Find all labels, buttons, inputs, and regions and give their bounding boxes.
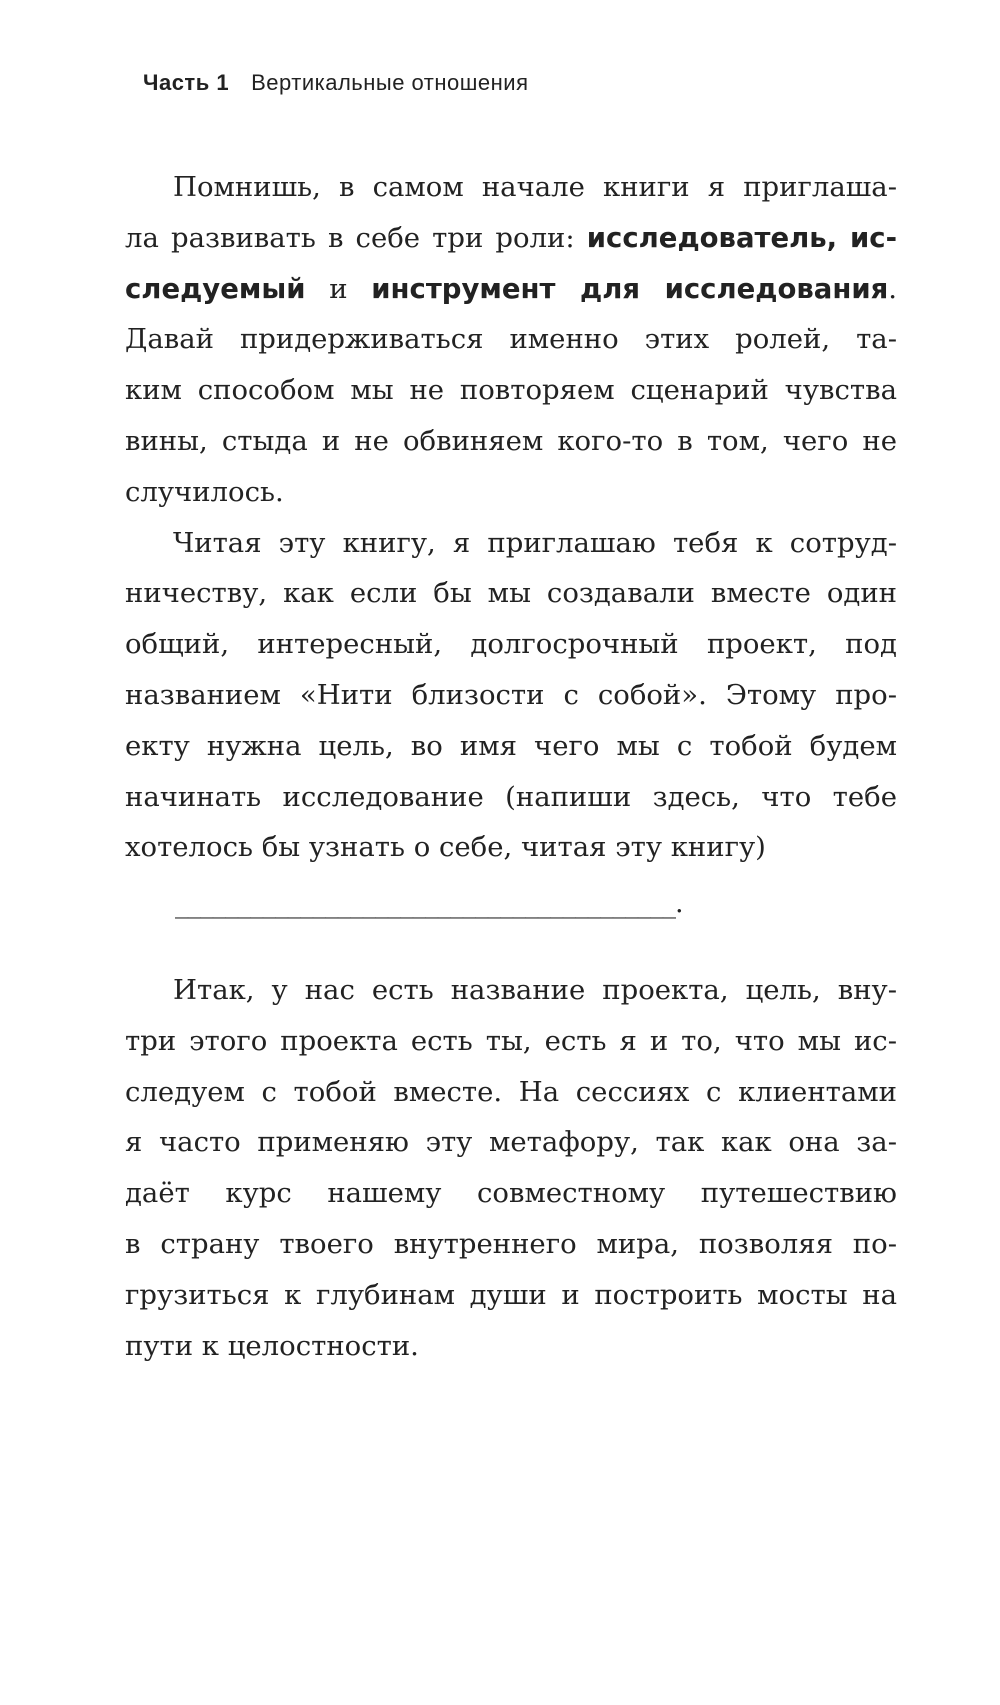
text-segment: следуем с тобой вместе. На сессиях с клиентами	[125, 1075, 897, 1108]
text-segment: я часто применяю эту метафору, так как она за-	[125, 1126, 897, 1159]
text-line	[125, 1117, 897, 1168]
text-block-2	[125, 965, 897, 1371]
text-segment: Итак, у нас есть название проекта, цель, вну-	[173, 974, 897, 1006]
text-line	[125, 965, 897, 1016]
text-segment: случилось.	[125, 475, 284, 508]
text-segment: Давай придерживаться именно этих ролей, та-	[125, 323, 897, 356]
text-segment: общий, интересный, долгосрочный проект, под	[125, 628, 897, 661]
text-line	[125, 822, 897, 873]
text-segment: хотелось бы узнать о себе, читая эту книгу)	[125, 831, 766, 864]
text-segment: екту нужна цель, во имя чего мы с тобой будем	[125, 729, 897, 762]
part-number: Часть 1	[143, 70, 230, 95]
bold-term: инструмент для исследования	[371, 272, 889, 305]
text-line	[125, 264, 897, 315]
chapter-title: Вертикальные отношения	[251, 70, 529, 95]
answer-blank-line: ________________________________________.	[175, 888, 683, 919]
text-line	[125, 772, 897, 823]
text-line	[125, 1270, 897, 1321]
text-segment: пути к целостности.	[125, 1329, 419, 1362]
text-line	[125, 619, 897, 670]
text-line	[125, 670, 897, 721]
text-segment: названием «Нити близости с собой». Этому про-	[125, 678, 897, 711]
text-segment: Помнишь, в самом начале книги я приглаша-	[173, 171, 897, 203]
text-segment: ничеству, как если бы мы создавали вместе один	[125, 577, 897, 610]
text-line	[125, 365, 897, 416]
text-segment: начинать исследование (напиши здесь, что тебе	[125, 780, 897, 813]
bold-term: следуемый	[125, 272, 306, 305]
text-line	[125, 1067, 897, 1118]
text-line	[125, 1016, 897, 1067]
text-line	[125, 568, 897, 619]
text-line	[125, 162, 897, 213]
text-line	[125, 1168, 897, 1219]
text-line	[125, 314, 897, 365]
text-segment: ким способом мы не повторяем сценарий чувства	[125, 374, 897, 407]
text-line	[125, 721, 897, 772]
text-segment: ла развивать в себе три роли:	[125, 221, 587, 254]
text-line	[125, 467, 897, 518]
text-line	[125, 416, 897, 467]
text-segment: три этого проекта есть ты, есть я и то, что мы ис-	[125, 1024, 897, 1057]
text-segment: грузиться к глубинам души и построить мосты на	[125, 1278, 897, 1311]
text-line	[125, 1321, 897, 1372]
text-segment: .	[888, 272, 897, 305]
text-segment: даёт курс нашему совместному путешествию	[125, 1177, 897, 1210]
text-line	[125, 1219, 897, 1270]
text-line	[125, 213, 897, 264]
running-header	[143, 70, 529, 96]
text-segment: в страну твоего внутреннего мира, позволяя по-	[125, 1227, 897, 1260]
bold-term: исследователь, ис-	[586, 221, 897, 254]
text-segment: и	[305, 272, 372, 305]
text-segment: вины, стыда и не обвиняем кого-то в том, чего не	[125, 424, 897, 457]
text-line	[125, 518, 897, 569]
text-segment: Читая эту книгу, я приглашаю тебя к сотруд-	[173, 526, 897, 559]
text-block-1	[125, 162, 897, 873]
